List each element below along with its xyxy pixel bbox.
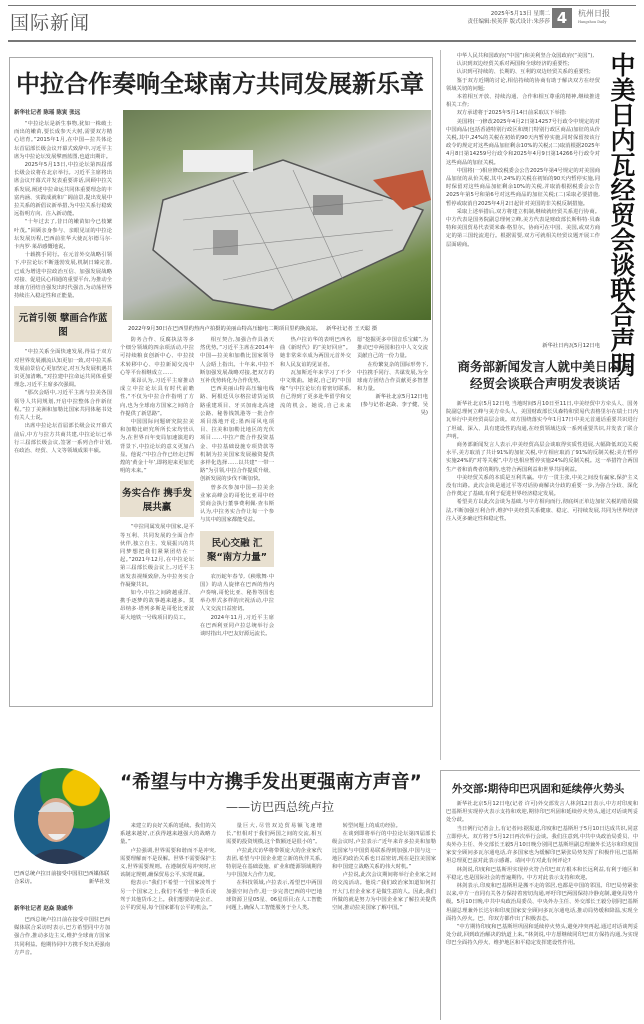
- paragraph: 认识到双边经贸关系对两国和全球经济的重要性;: [456, 61, 570, 68]
- lead-article-title: 中拉合作奏响全球南方共同发展新乐章: [16, 70, 424, 98]
- dateline: [468, 10, 550, 26]
- caption-text: 2022年9月30日在巴西里约热内卢拍摄的美丽山特高压输电二期项目里约换流站。: [128, 326, 322, 332]
- substation-illustration: [123, 110, 431, 320]
- subheading: 元首引领 擘画合作蓝图: [14, 306, 112, 342]
- paragraph: 防务合作、反腐执法等多个细分领域的四余项活动,中拉可持续粮食创新中心、中拉技术转移中心、中拉新闻交流中心等平台相继成立……: [120, 337, 194, 376]
- paragraph: 巴西美丽山特高压输电线路、阿根廷贝尔格拉诺货运铁路重建项目、牙买加南北高速公路、秘鲁钱凯港等一批合作项目落地开花;墨西哥风电项目、拉美和加勒比地区的光伏项目……中拉产能合作投资基金、中拉基础设施专项贷款等机制为拉美国家发展融资提供多样化选择……以共建“一带一路”为引领,中拉合作提质升级、创新发展的步伐不断加快。: [200, 386, 274, 483]
- logo-en: Hangzhou Daily: [578, 20, 607, 24]
- paragraph: 卢拉强调,世界需要和谐而不是冲突,需要理解而不是误解。世界不需要保护主义,世界需要规则。在遵制贸易冲突时,应该制定规则,确保贸易公平,实现双赢。: [120, 847, 216, 879]
- paragraph: 在谈到即将举行的中拉论坛第四届部长级会议时,卢拉表示:“近年来许多拉美和加勒比国家与中国贸易联系得到加强,中国与这一地区的政治关系也日益密切,现在是拉美国家和中国建立战略关系的伟大时机。”: [332, 831, 436, 871]
- lula-portrait: [14, 768, 110, 864]
- paragraph: 出席中拉论坛首届部长级会议开幕式前后,中方与拉方共商共建,中拉论坛已举行三届部长级会议,签署一系列合作计划,在政治、经贸、人文等领域成果丰硕。: [14, 423, 112, 454]
- paragraph: 希望美方以此次会谈为基础,与中方相向而行,彻底纠正单边加征关税的错误做法,不断加强互利合作,维护中美经贸关系健康、稳定、可持续发展,共同为世界经济注入更多确定性和稳定性。: [446, 499, 638, 522]
- paragraph: 如今,中拉之间跨越重洋、携手逐梦的故事越来越多。莫昂纳多·塔列多斯是哥伦比亚波哥大地铁一号线项目的员工。: [120, 590, 194, 621]
- lead-column-1: [14, 108, 112, 704]
- column-divider: [440, 50, 441, 760]
- paragraph: 商务部新闻发言人表示,中美经贸高层会谈取得实质性进展,大幅降低双边关税水平,美方取消了共计91%的加征关税,中方相应取消了91%的反制关税;美方暂停实施24%的“对等关税”,中方也相应暂停实施24%的反制关税。这一举措符合两国生产者和消费者的期待,也符合两国利益和世界共同利益。: [446, 442, 638, 473]
- interview-byline: 新华社记者 赵焱 陈威华: [14, 906, 73, 912]
- paragraph-group: [200, 573, 274, 639]
- lead-column-4: [280, 336, 428, 704]
- mofcom-body: [446, 400, 638, 762]
- photo-caption: [128, 324, 428, 332]
- paragraph: 新华社北京5月12日电(记者 许可)外交部发言人林剑12日表示,中方对印度和巴基斯坦实现停火表示支持和欢迎,期待印巴巩固和延续停火势头,通过对话谈判妥处分歧。: [446, 801, 638, 824]
- interview-column-2: [120, 822, 216, 1022]
- paragraph: 本着相互开放、持续沟通、合作和相互尊重的精神,继续推进相关工作;: [446, 94, 600, 109]
- paragraph: 林剑说,印度和巴基斯坦实现停火符合印巴双方根本和长远利益,有利于地区和平稳定,也是国际社会的普遍期待。中方对此表示支持和欢迎。: [446, 866, 638, 881]
- mofcom-title-line-2: 经贸会谈联合声明发表谈话: [469, 376, 620, 391]
- page-number: 4: [552, 8, 572, 28]
- mfa-title: 外交部:期待印巴巩固和延续停火势头: [452, 783, 625, 795]
- joint-statement-body: [446, 52, 600, 340]
- paragraph: 来建立的良好关系的延续。我们的关系越来越好,正获得越来越强大的战略力量。”: [120, 823, 216, 846]
- substation-photo: [123, 110, 431, 320]
- paragraph: 卢拉说,此次会议期间将举行企业家之间的交流活动。他说:“我们政治家知道如何打开大门,但企业家才是做生意的人。因此,我们所做的就是努力为中国企业家了解拉美提供空间,推动拉美国家了解中国。”: [332, 872, 436, 912]
- paragraph: 中国将(一)相应修改税委会公告2025年第4号规定的对美国商品加征的从价关税,其中,24%的关税在初始的90天内暂停实施,同时保留对这些商品加征剩余10%的关税,并取消根据税委会公告2025年第5号和第6号对这些商品的加征关税;(二)采取必要措施,暂停或取消自2025年4月2日起针对美国的非关税反制措施。: [446, 167, 600, 207]
- paragraph: 量巨大,尽管双边贸易额飞速增长,“但相对于我们两国之间的交流,相互需要的投资规模,这个数额还是很小的”。: [226, 823, 322, 846]
- paragraph: 认识到可持续的、长期的、互利的双边经贸关系的重要性;: [456, 69, 591, 76]
- paragraph: 中国国际问题研究院拉美和加勒比研究所所长宋均营认为,在世界百年变局加速演进的背景下,中拉论坛的意义更加凸显。他说:“中拉合作已经走过辉煌的‘黄金十年’,即将迎来更加光明的未来。”: [120, 419, 194, 475]
- paragraph-group: [200, 336, 274, 525]
- issue-date: 2025年5月13日 星期二: [490, 11, 550, 17]
- interview-column-4: [332, 822, 436, 1022]
- paragraph: 转型问题上的成功经验。: [342, 823, 401, 829]
- paragraph: 曾多次参加中国—拉美企业家高峰会的哥伦比亚哥中经贸商会执行董事费利佩·查韦斯认为,中拉务实合作让每一个参与其中的国家都能受益。: [200, 484, 274, 524]
- paragraph-group: [446, 400, 638, 523]
- paragraph: 2025年5月13日,中拉论坛第四届部长级会议将在北京举行。习近平主席将出席会议开幕式并发表重要讲话,回顾中拉关系发展,阐述中拉命运共同体重要理念的丰富内涵、实践成就和广阔前景,提出发展中拉关系的新倡议新举措,为中拉关系行稳致远指明方向、注入新动能。: [14, 162, 112, 218]
- statement-dateline: 新华社日内瓦5月12日电: [542, 343, 600, 349]
- paragraph: 2024年11月,习近平主席在巴西利亚同卢拉总统举行会谈时指出,中巴友好源远流长。: [200, 614, 274, 638]
- paragraph: 他表示:“我们不希望一个国家凌驾于另一个国家之上,我们不希望一种货币凌驾于其他货币之上。我们想要的是公正、公平的贸易,每个国家都有公平的机会。”: [120, 880, 216, 912]
- paragraph: “中拉同属发展中国家,是平等互利、共同发展的全面合作伙伴,独立自主、发展振兴的共同梦想把我们紧紧团结在一起。”2021年12月,在中拉论坛第三届部长级会议上,习近平主席发表视频致辞,为中拉务实合作凝聚共识。: [120, 524, 194, 588]
- section-title: 国际新闻: [10, 12, 91, 34]
- caption-text: 巴西总统卢拉日前接受中国驻巴西媒体联合采访。: [14, 871, 110, 885]
- paragraph: “十年过去了,昔日的嫩苗如今已枝繁叶茂。”回顾亲身参与、亲眼见证的中拉论坛发展历程,巴西前驻华大使瓦尔德马尔·卡内罗·莱昂感慨地说。: [14, 219, 112, 251]
- mfa-body: [446, 800, 638, 1022]
- paragraph: “中拉论坛是新生事物,犹如一株破土而出的嫩苗,要长成参天大树,需要双方精心培育。”2015年1月,在中国—拉共体论坛首届部长级会议开幕式致辞中,习近平主席为中拉论坛发展擘画蓝图,也道出期许。: [14, 121, 112, 160]
- paragraph: “中拉关系全面快速发展,得益于双方对世界发展潮流认知更加一致,对中拉关系发展前景信心更加坚定,对互为发展机遇共识更加清晰。”对拉建中拉命运共同体重要理念,习近平主席多次强调。: [14, 349, 112, 389]
- paragraph: 新华社北京5月12日电 当地时间5月10日至11日,中美经贸中方牵头人、国务院副总理何立峰与美方牵头人、美国财政部长贝森特和贸易代表格里尔在瑞士日内瓦举行中美经贸高层会谈。双方围绕落实今年1月17日中美元首通话重要共识进行了坦诚、深入、具有建设性的沟通,在经贸领域达成一系列重要共识,并发表了联合声明。: [446, 401, 638, 440]
- interview-column-3: [226, 822, 322, 1022]
- newspaper-logo: [578, 9, 610, 27]
- paragraph: 相互契合,加强合作具备天然优势。”习近平主席在2014年中国—拉美和加勒比国家领导人会晤上指出。十年来,中拉不断加强发展战略对接,把双方的互补优势转化为合作优势。: [200, 337, 274, 385]
- paragraph-group: [120, 336, 194, 475]
- paragraph: 瓦加斯近年来学习了不少中文歌曲。她说,自己的“中国缘”与中拉论坛有着密切联系,自己得到了更多赴华留学和交流的机会。她说,自己未来愿“挖掘更多中国音乐宝藏”,为推动巴中两国和拉中人文交流贡献自己的一份力量。: [280, 337, 428, 409]
- byline: 新华社记者 陈瑶 陈寅 张远: [14, 110, 81, 116]
- mofcom-title-line-1: 商务部新闻发言人就中美日内瓦: [457, 359, 633, 374]
- paragraph-group: [14, 348, 112, 455]
- participating-reporters: (参与记者:赵焱、李子健、吴昊): [360, 402, 428, 417]
- paragraph: 在科技领域,卢拉表示,希望巴中两国加强空间合作,进一步完善巴西的中巴地球资源卫星05星、06星项目;在人工智能问题上,确保人工智能服务于全人类。: [226, 880, 322, 912]
- paragraph: 十载携手同行。在元首外交战略引领下,中拉论坛不断蓬勃发展,机制日臻完善,已成为增进中拉政治互信、加强发展战略对接、促进民心相通的重要平台,为推动全球南方团结自强发出时代强音,为动荡世界持续注入稳定性和正能量。: [14, 252, 112, 300]
- joint-statement-title: 中美日内瓦经贸会谈联合声明: [607, 52, 636, 377]
- paragraph: 卢拉此次访华将带领庞大的企业家代表团,希望与中国企业建立新的伙伴关系,特别是在基础设施、矿业和能源领域期待与中国加大合作力度。: [226, 847, 322, 879]
- logo-text: 杭州日报: [578, 9, 610, 18]
- interview-title: “希望与中方携手发出更强南方声音”: [120, 772, 422, 793]
- photo-credit: 新华社记者 王天聪 摄: [326, 326, 378, 332]
- paragraph: 双方承诺将于2025年5月14日前采取以下举措:: [456, 110, 567, 117]
- paragraph: 巴西总统卢拉日前在接受中国驻巴西媒体联合采访时表示,巴方希望同中方加强合作,推动多边主义,维护全球南方国家共同利益。他期待同中方携手发出更强南方声音。: [14, 917, 110, 956]
- paragraph-group: [226, 822, 322, 912]
- paragraph: 中美经贸关系的本质是互利共赢。中方一贯主张,中美之间没有赢家,保护主义没有出路。此次会谈是通过平等对话协商解决分歧的重要一步,为弥合分歧、深化合作奠定了基础,有利于促进世界经济稳定发展。: [446, 474, 638, 498]
- paragraph-group: [446, 800, 638, 948]
- interview-subtitle: ——访巴西总统卢拉: [226, 800, 335, 814]
- paragraph: 莱昂认为,习近平主席推动成立中拉论坛具有时代前瞻性,“不仅为中拉合作指明了方向,也为全球南方国家之间的合作提供了新思路”。: [120, 378, 194, 417]
- paragraph: “那次会晤中,习近平主席与拉美各国领导人共同规划,开启中拉整体合作新征程。”拉丁美洲和加勒比国家共同体秘书处有关人士说。: [14, 390, 112, 422]
- paragraph: “中方期待印度和巴基斯坦巩固和延续停火势头,避免冲突再起,通过对话谈判妥处分歧,回到政治解决的轨道上来。”林剑说,中方愿继续同印巴双方保持沟通,为实现印巴全面持久停火、维护地区和平稳定发挥建设性作用。: [446, 924, 638, 947]
- lula-photo-caption: [14, 870, 110, 886]
- dateline-sign: 新华社北京5月12日电: [375, 394, 428, 401]
- paragraph: 当日例行记者会上,有记者问:据报道,印度和巴基斯坦于5月10日达成共识,同意立即停火。双方将于5月12日再次举行会谈。我们注意到,中共中央政治局委员、中央外办主任、外交部长王毅5月10日晚分别同巴基斯坦副总理兼外长达尔和印度国家安全顾问多瓦尔通电话,许多国家也为缓解印巴紧张局势发挥了积极作用,巴基斯坦总理夏巴兹对此表示感谢。请问中方对此有何评论?: [446, 825, 638, 865]
- mofcom-title: [450, 358, 640, 392]
- paragraph-group: [446, 52, 600, 249]
- lead-column-3: [200, 336, 274, 704]
- paragraph: 采取上述举措后,双方将建立机制,继续就经贸关系进行协商。中方代表是国务院副总理何立峰,美方代表是财政部长斯科特·贝森特和美国贸易代表贾米森·格里尔。协商可在中国、美国,或双方商定的第三国轮流进行。根据需要,双方可就相关经贸议题开展工作层面磋商。: [446, 208, 600, 248]
- paragraph-group: [120, 523, 194, 621]
- subheading: 务实合作 携手发展共赢: [120, 481, 194, 517]
- paragraph: 鉴于双方近期的讨论,相信持续的协商有助于解决双方在经贸领域关切的问题;: [446, 77, 600, 92]
- subheading: 民心交融 汇聚“南方力量”: [200, 531, 274, 567]
- editors: 责任编辑:侯英萍 版式设计:朱莎莎: [467, 19, 550, 25]
- paragraph-group: [14, 916, 110, 957]
- lula-photo: [14, 768, 110, 864]
- paragraph: 在纷繁复杂的国际形势下,中拉携手同行、共谋发展,为全球南方团结合作贡献更多智慧和力量。: [357, 361, 428, 393]
- paragraph: 农历蛇年春节,《秧歌舞·中国》的动人旋律在巴西的热内卢奏响,哥伦比亚、秘鲁等国也举办形式多样的庆祝活动,中拉人文交流日益密切。: [200, 573, 274, 613]
- interview-column-1: [14, 916, 110, 1022]
- paragraph: 林剑表示,印度和巴基斯坦是搬不走的邻居,也都是中国的邻国。印巴局势紧张以来,中方一直同有关各方保持着密切沟通,呼吁印巴两国保持冷静克制,避免局势升级。5月10日晚,中共中央政治局委员、中央外办主任、外交部长王毅分别同巴基斯坦副总理兼外长达尔和印度国家安全顾问多瓦尔通电话,推动局势缓和降温,实现全面持久停火。巴、印双方都作出了积极表态。: [446, 883, 638, 922]
- top-rule: [8, 5, 636, 6]
- lead-column-2: [120, 336, 194, 704]
- paragraph-group: [14, 120, 112, 300]
- paragraph-group: [120, 822, 216, 912]
- paragraph: 美国将(一)修改2025年4月2日第14257号行政令中规定的对中国商品(包括香港特别行政区和澳门特别行政区商品)加征的从价关税,其中,24%的关税在初始的90天内暂停实施,同时保留按该行政令的规定对这些商品加征剩余10%的关税;(二)取消根据2025年4月8日第14259号行政令和2025年4月9日第14266号行政令对这些商品的加征关税。: [446, 118, 600, 166]
- header-rule: [8, 40, 636, 42]
- photo-credit: 新华社发: [88, 879, 110, 885]
- paragraph: 热卢拉访华的表明巴西名曲《新时代》的“美好回应”。她非常荣幸成为两国元首外交和人民友谊的见证者。: [280, 337, 351, 368]
- paragraph: 中华人民共和国政府(“中国”)和美利坚合众国政府(“美国”),: [456, 53, 595, 59]
- paragraph-group: [332, 822, 436, 912]
